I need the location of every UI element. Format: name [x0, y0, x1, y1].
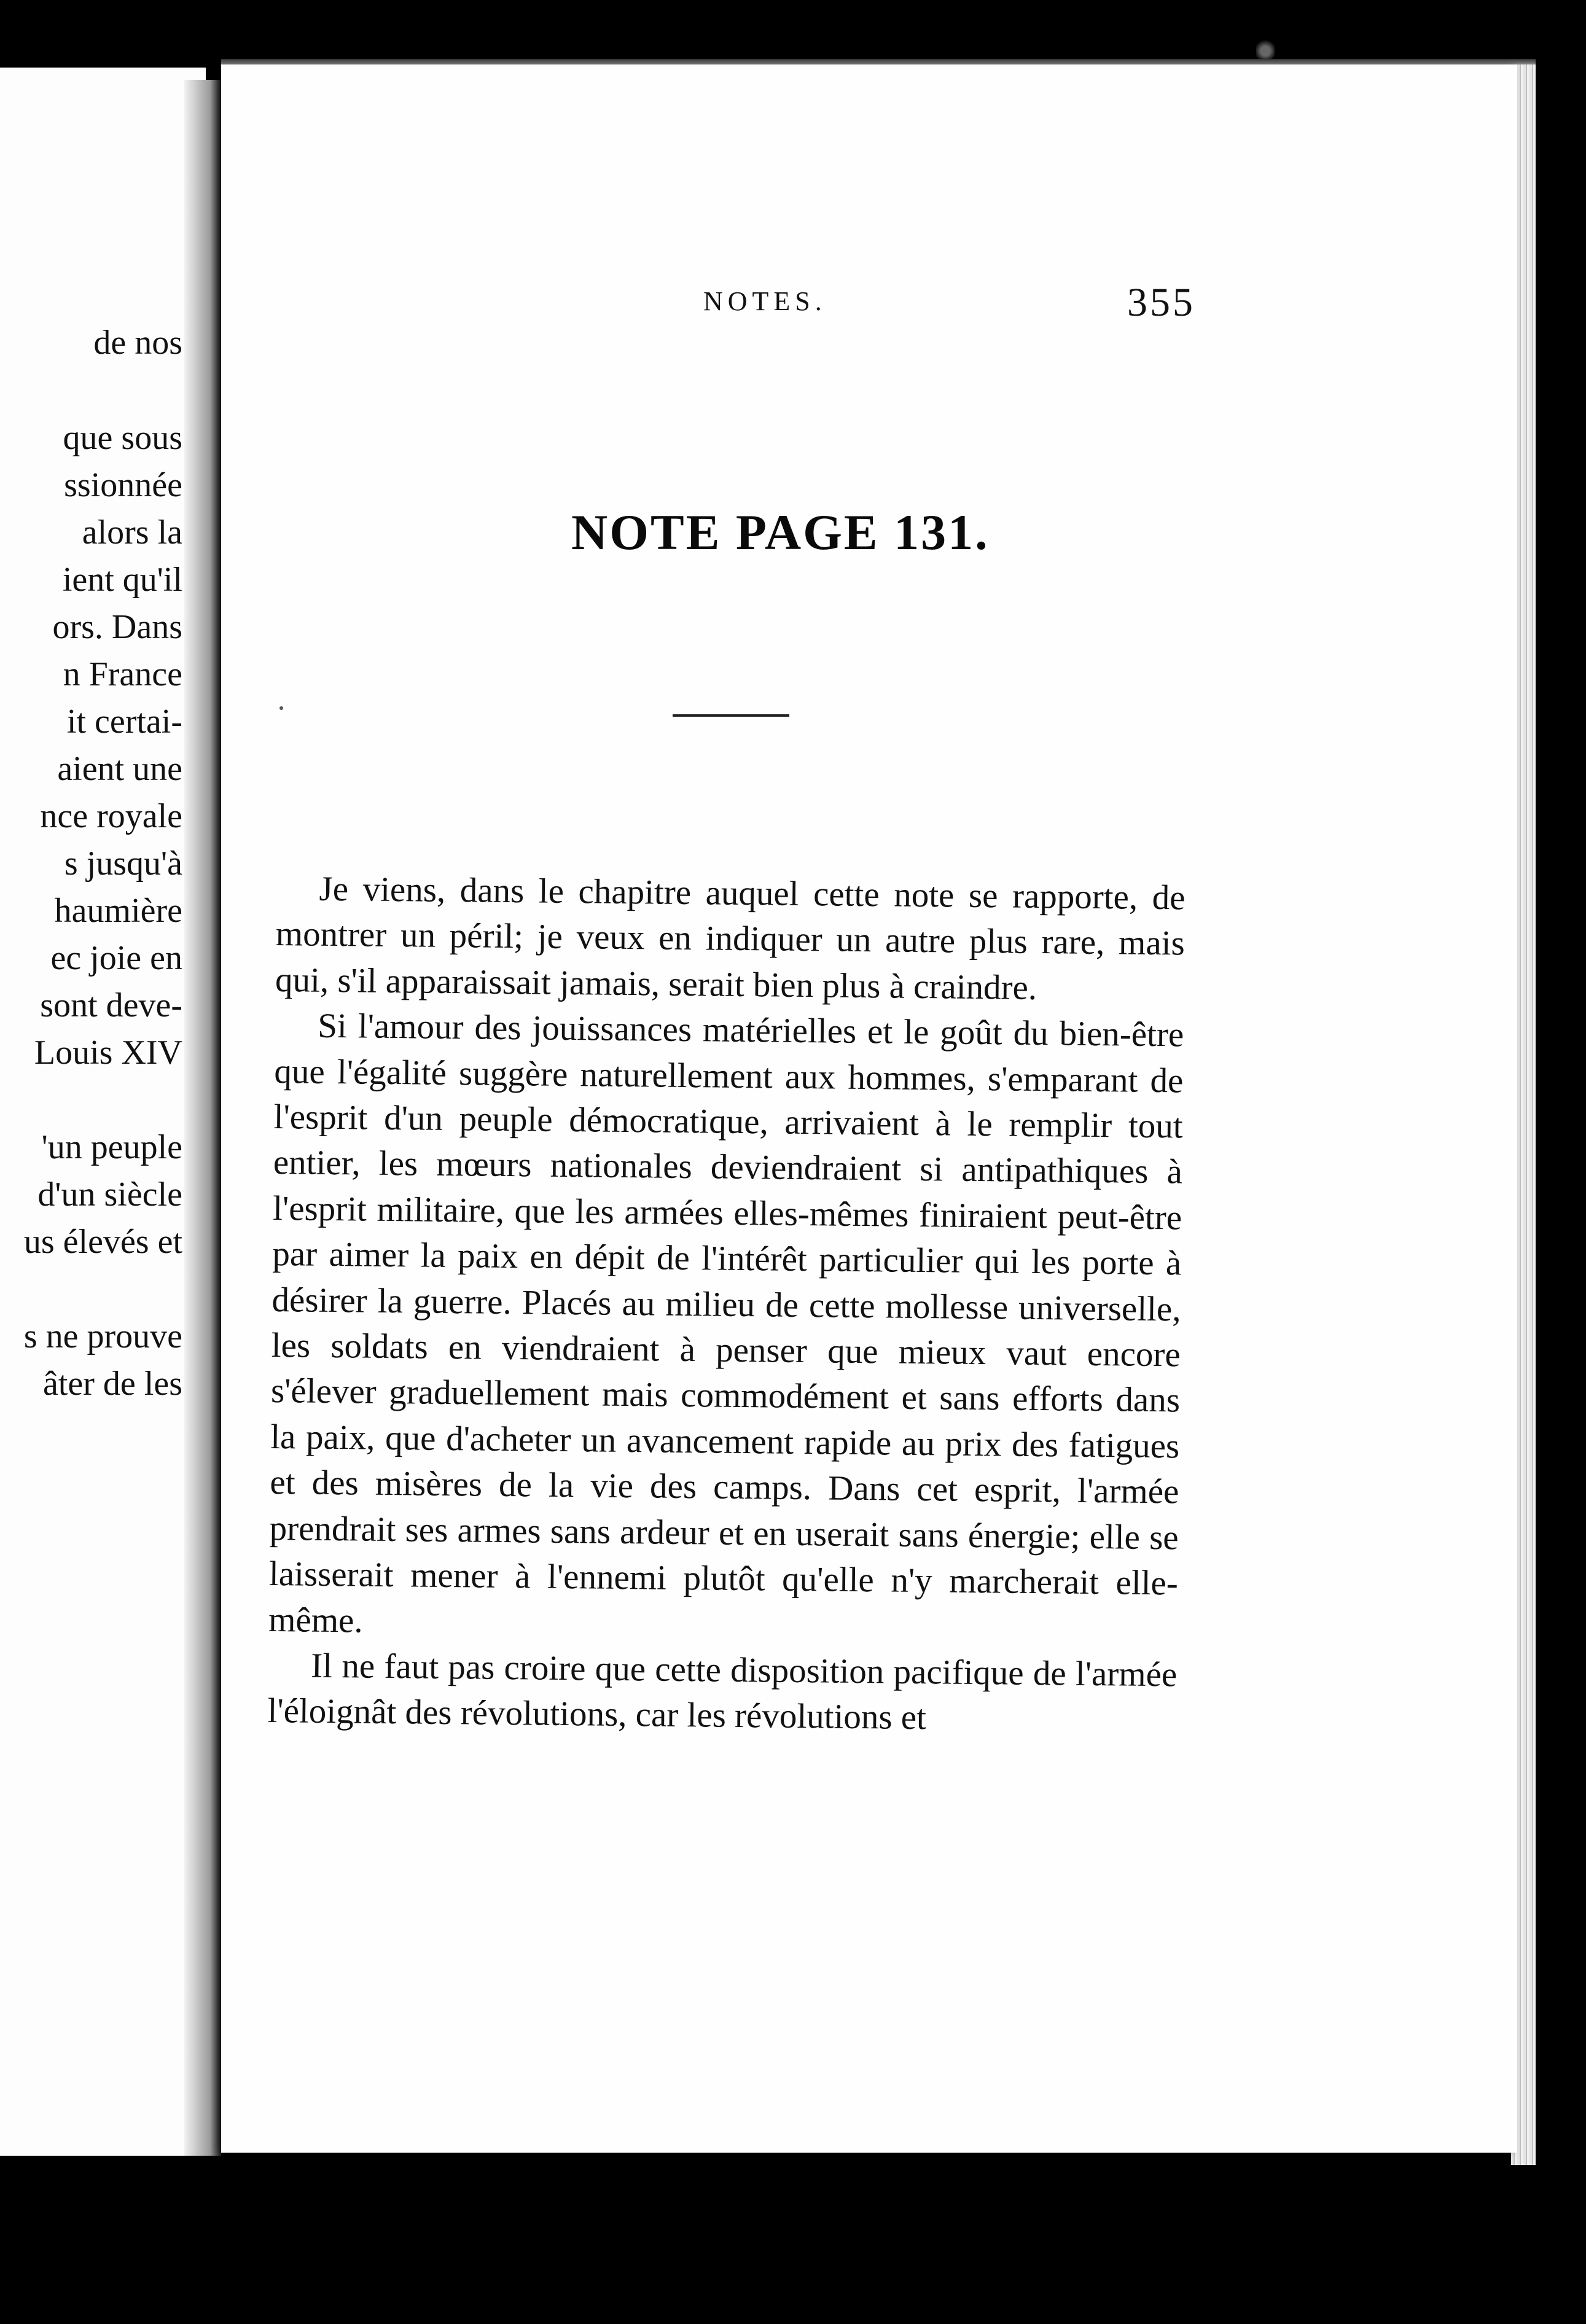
left-page-line: nce royale — [40, 797, 182, 835]
running-head: NOTES. — [703, 286, 827, 316]
left-page-line: âter de les — [43, 1365, 182, 1403]
left-facing-page — [0, 68, 206, 2156]
left-page-line: s ne prouve — [23, 1317, 182, 1355]
left-page-line: aient une — [57, 750, 182, 788]
left-page-line: us élevés et — [23, 1223, 182, 1261]
left-page-line: alors la — [82, 513, 182, 552]
left-page-line: que sous — [63, 419, 182, 457]
note-title: NOTE PAGE 131. — [571, 504, 990, 560]
left-page-line: ors. Dans — [52, 608, 182, 646]
left-page-line: ient qu'il — [62, 561, 182, 599]
left-page-line: de nos — [93, 324, 182, 362]
title-rule — [673, 714, 789, 717]
left-page-line: sont deve- — [40, 986, 182, 1024]
paragraph: Il ne faut pas croire que cette disposition pacifique de l'armée l'éloignât des révolutions, car les révolutions et — [267, 1646, 1178, 1737]
left-page-line: 'un peuple — [41, 1128, 182, 1166]
page-number: 355 — [1127, 280, 1195, 325]
paragraph: Si l'amour des jouissances matérielles et le goût du bien-être que l'égalité suggère naturellement aux hommes, s'emparant de l'esprit d'un peuple démocratique, arrivaient à le remplir tout entier, les mœurs nationales deviendraient si antipathiques à l'esprit militaire, que les armées elles-mêmes finiraient peut-être par aimer la paix en dépit de l'intérêt particulier qui les porte à désirer la guerre. Placés au milieu de cette mollesse universelle, les soldats en viendraient à penser que mieux vaut encore s'élever graduellement mais commodément et sans efforts dans la paix, que d'acheter un avancement rapide au prix des fatigues et des misères de la vie des camps. Dans cet esprit, l'armée prendrait ses armes sans ardeur et en userait sans énergie; elle se laisserait mener à l'ennemi plutôt qu'elle n'y marcherait elle-même. — [268, 1006, 1184, 1640]
paragraph: Je viens, dans le chapitre auquel cette note se rapporte, de montrer un péril; je veux en indiquer un autre plus rare, mais qui, s'il apparaissait jamais, serait bien plus à craindre. — [275, 869, 1186, 1007]
left-page-line: n France — [63, 655, 182, 693]
left-page-line: Louis XIV — [34, 1034, 182, 1072]
body-text — [267, 866, 1186, 1744]
left-page-line: d'un siècle — [37, 1176, 182, 1214]
left-page-line: ssionnée — [64, 466, 182, 504]
left-page-line: ec joie en — [50, 939, 182, 977]
book-gutter — [184, 80, 221, 2156]
left-page-line: it certai- — [66, 703, 182, 741]
left-page-line: s jusqu'à — [64, 844, 182, 883]
ink-dot — [279, 706, 283, 710]
left-page-line: haumière — [54, 892, 182, 930]
